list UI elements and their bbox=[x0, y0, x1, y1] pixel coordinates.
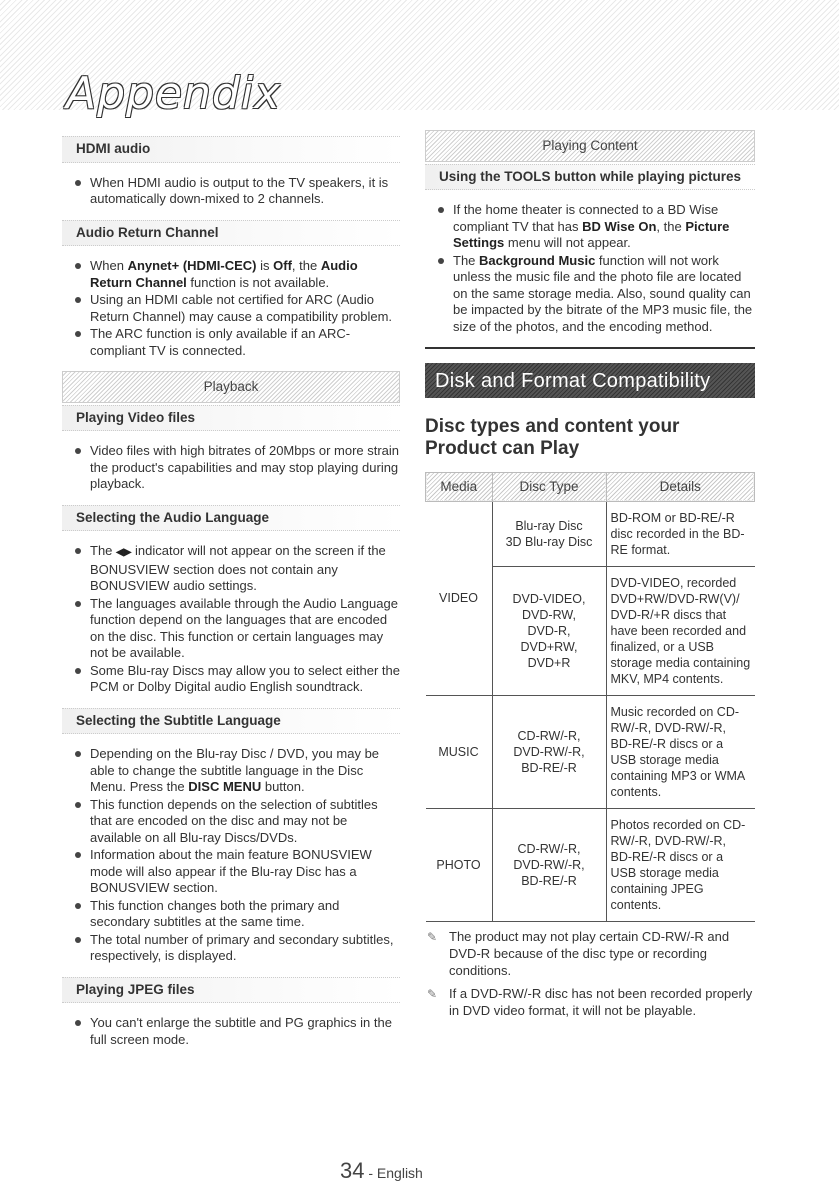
subtitle-language-heading: Selecting the Subtitle Language bbox=[62, 708, 400, 735]
disc-type-cell: CD-RW/-R, DVD-RW/-R, BD-RE/-R bbox=[492, 695, 606, 808]
right-column bbox=[425, 130, 755, 1019]
list-item: This function depends on the selection of subtitles that are encoded on the disc and may not be available on all Blu-ray Discs/DVDs. bbox=[90, 797, 400, 847]
list-item: When HDMI audio is output to the TV speakers, it is automatically down-mixed to 2 channels. bbox=[90, 175, 400, 208]
media-cell: VIDEO bbox=[426, 501, 493, 695]
list-item: The ARC function is only available if an ARC-compliant TV is connected. bbox=[90, 326, 400, 359]
list-item: Video files with high bitrates of 20Mbps or more strain the product's capabilities and may stop playing during playback. bbox=[90, 443, 400, 491]
list-item: The languages available through the Audio Language function depend on the languages that are encoded on the disc. This function or certain languages may not be available. bbox=[90, 596, 400, 662]
note-pencil-icon: ✎ bbox=[427, 929, 438, 944]
jpeg-files-list bbox=[62, 1015, 400, 1048]
disc-type-cell: CD-RW/-R, DVD-RW/-R, BD-RE/-R bbox=[492, 808, 606, 921]
list-item: Using an HDMI cable not certified for ARC (Audio Return Channel) may cause a compatibility problem. bbox=[90, 292, 400, 325]
table-header-row bbox=[426, 472, 755, 501]
note-2: ✎ If a DVD-RW/-R disc has not been recorded properly in DVD video format, it will not be playable. bbox=[427, 985, 753, 1018]
details-cell: BD-ROM or BD-RE/-R disc recorded in the BD-RE format. bbox=[606, 501, 755, 566]
details-cell: DVD-VIDEO, recorded DVD+RW/DVD-RW(V)/ DVD-R/+R discs that have been recorded and finalized, or a USB storage media containing MKV, MP4 contents. bbox=[606, 566, 755, 695]
list-item: This function changes both the primary and secondary subtitles at the same time. bbox=[90, 898, 400, 931]
audio-language-list bbox=[62, 543, 400, 696]
arc-list bbox=[62, 258, 400, 359]
page-title: Appendix bbox=[66, 68, 282, 119]
table-row bbox=[426, 695, 755, 808]
list-item: Some Blu-ray Discs may allow you to select either the PCM or Dolby Digital audio English soundtrack. bbox=[90, 662, 400, 694]
left-right-arrow-icon: ◀▶ bbox=[116, 547, 132, 558]
list-item: You can't enlarge the subtitle and PG graphics in the full screen mode. bbox=[90, 1015, 400, 1048]
left-column bbox=[62, 136, 400, 1060]
table-row bbox=[426, 808, 755, 921]
list-item: The Background Music function will not work unless the music file and the photo file are located on the same storage media. Also, sound quality can be impacted by the bitrate of the MP3 music file, the size of the photos, and the encoding method. bbox=[453, 253, 755, 336]
note-pencil-icon: ✎ bbox=[427, 986, 438, 1001]
disc-types-title: Disc types and content your Product can Play bbox=[425, 415, 680, 459]
note-1: ✎ The product may not play certain CD-RW/-R and DVD-R because of the disc type or recording conditions. bbox=[427, 928, 730, 978]
video-files-heading: Playing Video files bbox=[62, 405, 400, 432]
details-cell: Music recorded on CD-RW/-R, DVD-RW/-R, BD-RE/-R discs or a USB storage media containing MP3 or WMA contents. bbox=[606, 695, 755, 808]
media-cell: PHOTO bbox=[426, 808, 493, 921]
list-item: When Anynet+ (HDMI-CEC) is Off, the Audio Return Channel function is not available. bbox=[90, 258, 400, 291]
hdmi-audio-list bbox=[62, 175, 400, 208]
tools-list bbox=[425, 202, 755, 335]
audio-language-heading: Selecting the Audio Language bbox=[62, 505, 400, 532]
playing-content-section-bar: Playing Content bbox=[425, 130, 755, 162]
table-row bbox=[426, 501, 755, 566]
section-divider bbox=[425, 347, 755, 349]
media-cell: MUSIC bbox=[426, 695, 493, 808]
table-header: Disc Type bbox=[492, 472, 606, 501]
playback-section-bar: Playback bbox=[62, 371, 400, 403]
compatibility-title-bar: Disk and Format Compatibility bbox=[425, 363, 755, 398]
disc-type-cell: DVD-VIDEO, DVD-RW, DVD-R, DVD+RW, DVD+R bbox=[492, 566, 606, 695]
video-files-list bbox=[62, 443, 400, 493]
disc-types-table bbox=[425, 472, 755, 922]
disc-type-cell: Blu-ray Disc 3D Blu-ray Disc bbox=[492, 501, 606, 566]
list-item: Information about the main feature BONUSVIEW mode will also appear if the Blu-ray Disc has a BONUSVIEW section. bbox=[90, 847, 400, 897]
list-item: The ◀▶ indicator will not appear on the screen if the BONUSVIEW section does not contain any BONUSVIEW audio settings. bbox=[90, 543, 400, 595]
table-header: Details bbox=[606, 472, 755, 501]
list-item: The total number of primary and secondary subtitles, respectively, is displayed. bbox=[90, 932, 400, 965]
tools-heading: Using the TOOLS button while playing pictures bbox=[425, 164, 755, 191]
table-header: Media bbox=[426, 472, 493, 501]
hdmi-audio-heading: HDMI audio bbox=[62, 136, 400, 163]
details-cell: Photos recorded on CD-RW/-R, DVD-RW/-R, BD-RE/-R discs or a USB storage media containing JPEG contents. bbox=[606, 808, 755, 921]
list-item: If the home theater is connected to a BD Wise compliant TV that has BD Wise On, the Picture Settings menu will not appear. bbox=[453, 202, 755, 252]
page-number: 34 - English bbox=[340, 1158, 423, 1183]
subtitle-language-list bbox=[62, 746, 400, 965]
jpeg-files-heading: Playing JPEG files bbox=[62, 977, 400, 1004]
arc-heading: Audio Return Channel bbox=[62, 220, 400, 247]
list-item: Depending on the Blu-ray Disc / DVD, you may be able to change the subtitle language in the Disc Menu. Press the DISC MENU button. bbox=[90, 746, 400, 796]
